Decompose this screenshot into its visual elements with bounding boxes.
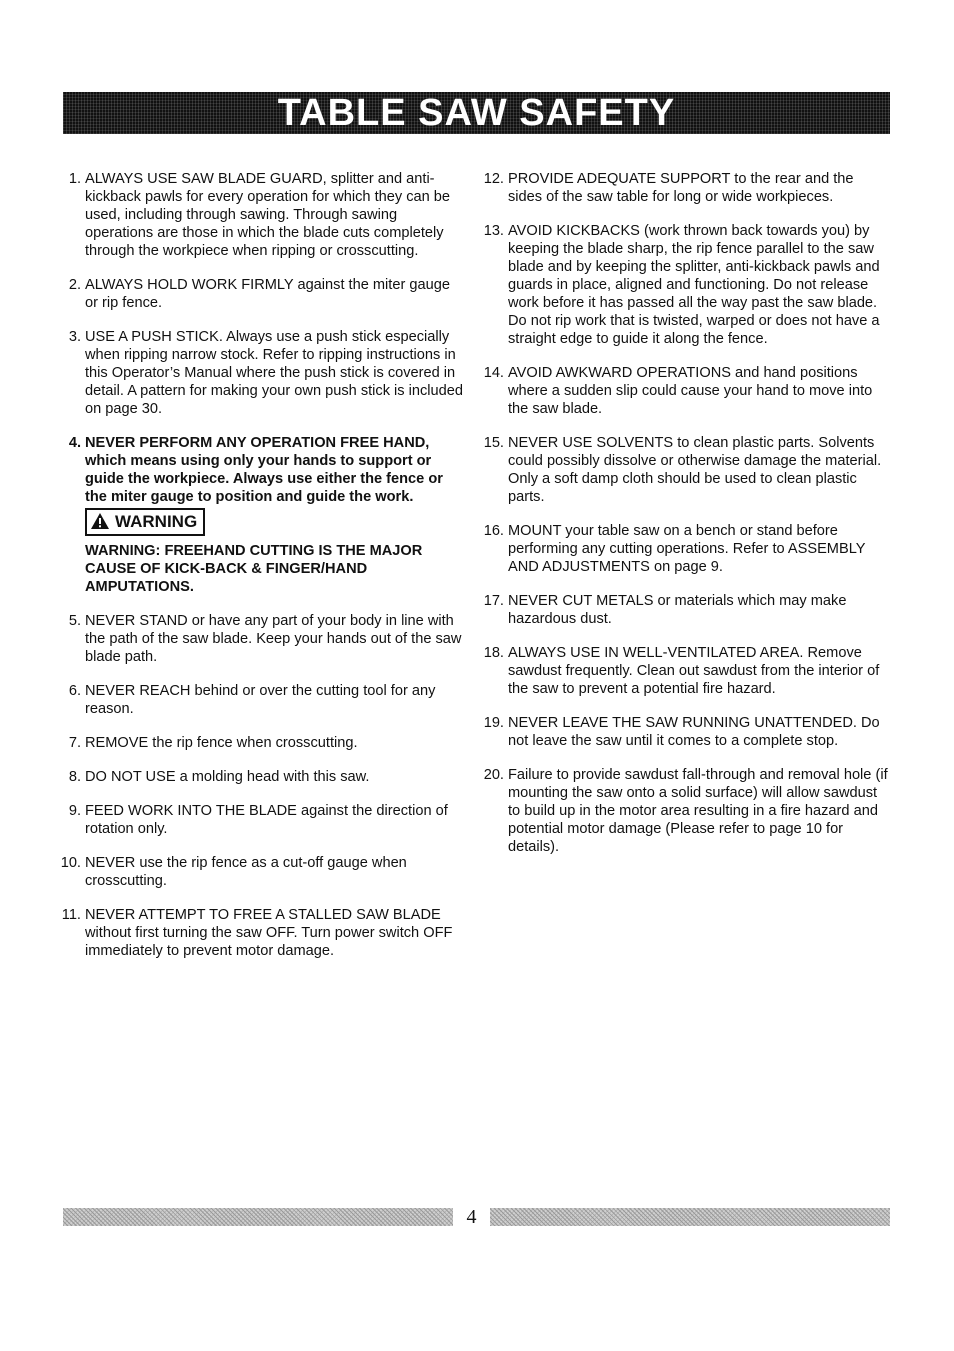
list-item: [478, 644, 888, 698]
item-text: NEVER use the rip fence as a cut-off gauge when crosscutting.: [85, 855, 407, 889]
item-text: NEVER REACH behind or over the cutting tool for any reason.: [85, 683, 436, 717]
item-number: 5.: [68, 613, 81, 629]
list-item: [55, 434, 465, 506]
item-number: 6.: [68, 683, 81, 699]
item-text: NEVER USE SOLVENTS to clean plastic parts. Solvents could possibly dissolve or otherwise damage the material. Only a soft damp cloth should be used to clean plastic parts.: [508, 435, 882, 505]
item-text: Failure to provide sawdust fall-through and removal hole (if mounting the saw onto a solid surface) will allow sawdust to build up in the motor area resulting in a fire hazard and potential motor damage (Please refer to page 10 for details).: [508, 767, 888, 855]
item-number: 2.: [68, 277, 81, 293]
list-item: [55, 170, 465, 260]
item-number: 1.: [68, 171, 81, 187]
item-number: 16.: [483, 523, 504, 539]
warning-triangle-icon: [91, 512, 109, 536]
footer-decor-bar-right: [490, 1208, 890, 1226]
item-text: NEVER STAND or have any part of your body in line with the path of the saw blade. Keep your hands out of the saw blade path.: [85, 613, 462, 665]
item-number: 18.: [483, 645, 504, 661]
list-item: [55, 854, 465, 890]
item-text: AVOID AWKWARD OPERATIONS and hand positions where a sudden slip could cause your hand to move into the saw blade.: [508, 365, 873, 417]
list-item: [55, 328, 465, 418]
item-number: 8.: [68, 769, 81, 785]
page-title: TABLE SAW SAFETY: [277, 92, 676, 134]
section-header-banner: [63, 92, 890, 134]
item-number: 7.: [68, 735, 81, 751]
list-item: [478, 714, 888, 750]
item-number: 9.: [68, 803, 81, 819]
list-item: [55, 768, 465, 786]
item-text: USE A PUSH STICK. Always use a push stick especially when ripping narrow stock. Refer to ripping instructions in this Operator’s Manual where the push stick is covered in detail. A pattern for making your own push stick is included on page 30.: [85, 329, 464, 417]
item-text: FEED WORK INTO THE BLADE against the direction of rotation only.: [85, 803, 448, 837]
list-item: [55, 906, 465, 960]
list-item: [478, 364, 888, 418]
item-number: 14.: [483, 365, 504, 381]
item-number: 19.: [483, 715, 504, 731]
warning-label-box: [85, 508, 205, 536]
item-text: NEVER ATTEMPT TO FREE A STALLED SAW BLADE without first turning the saw OFF. Turn power switch OFF immediately to prevent motor damage.: [85, 907, 453, 959]
warning-text: WARNING: FREEHAND CUTTING IS THE MAJOR CAUSE OF KICK-BACK & FINGER/HAND AMPUTATIONS.: [85, 543, 423, 595]
warning-label: WARNING: [115, 512, 198, 531]
item-text: NEVER LEAVE THE SAW RUNNING UNATTENDED. Do not leave the saw until it comes to a complete stop.: [508, 715, 880, 749]
list-item: [478, 592, 888, 628]
item-number: 13.: [483, 223, 504, 239]
item-text: MOUNT your table saw on a bench or stand before performing any cutting operations. Refer to ASSEMBLY AND ADJUSTMENTS on page 9.: [508, 523, 866, 575]
item-number: 17.: [483, 593, 504, 609]
left-column: [55, 170, 465, 976]
item-number: 20.: [483, 767, 504, 783]
page-number: 4: [466, 1206, 477, 1228]
item-number: 10.: [60, 855, 81, 871]
item-number: 3.: [68, 329, 81, 345]
right-column: [478, 170, 888, 872]
list-item: [478, 434, 888, 506]
item-text: ALWAYS USE SAW BLADE GUARD, splitter and anti-kickback pawls for every operation for which they can be used, including through sawing. Through sawing operations are those in which the blade cuts completely through the workpiece when ripping or crosscutting.: [85, 171, 451, 259]
list-item: [55, 682, 465, 718]
list-item: [55, 612, 465, 666]
list-item: [55, 276, 465, 312]
item-text: NEVER PERFORM ANY OPERATION FREE HAND, which means using only your hands to support or guide the workpiece. Always use either the fence or the miter gauge to position and guide the work.: [85, 435, 443, 505]
item-text: ALWAYS HOLD WORK FIRMLY against the miter gauge or rip fence.: [85, 277, 450, 311]
item-number: 11.: [61, 907, 81, 923]
item-text: AVOID KICKBACKS (work thrown back towards you) by keeping the blade sharp, the rip fence parallel to the saw blade and by keeping the splitter, anti-kickback pawls and guards in place, aligned and functioning. Do not release work before it has passed all the way past the saw blade. Do not rip work that is twisted, warped or does not have a straight edge to guide it along the fence.: [508, 223, 880, 347]
page-footer: [63, 1208, 890, 1226]
item-text: ALWAYS USE IN WELL-VENTILATED AREA. Remove sawdust frequently. Clean out sawdust from the interior of the saw to prevent a potential fire hazard.: [508, 645, 880, 697]
list-item: [478, 222, 888, 348]
item-text: NEVER CUT METALS or materials which may make hazardous dust.: [508, 593, 847, 627]
list-item: [478, 522, 888, 576]
list-item: [478, 170, 888, 206]
list-item: [55, 734, 465, 752]
item-number: 15.: [483, 435, 504, 451]
item-text: DO NOT USE a molding head with this saw.: [85, 769, 370, 785]
list-item: [55, 802, 465, 838]
item-number: 12.: [483, 171, 504, 187]
list-item: [478, 766, 888, 856]
item-number: 4.: [68, 435, 81, 451]
item-text: PROVIDE ADEQUATE SUPPORT to the rear and the sides of the saw table for long or wide workpieces.: [508, 171, 854, 205]
item-text: REMOVE the rip fence when crosscutting.: [85, 735, 358, 751]
footer-decor-bar-left: [63, 1208, 453, 1226]
